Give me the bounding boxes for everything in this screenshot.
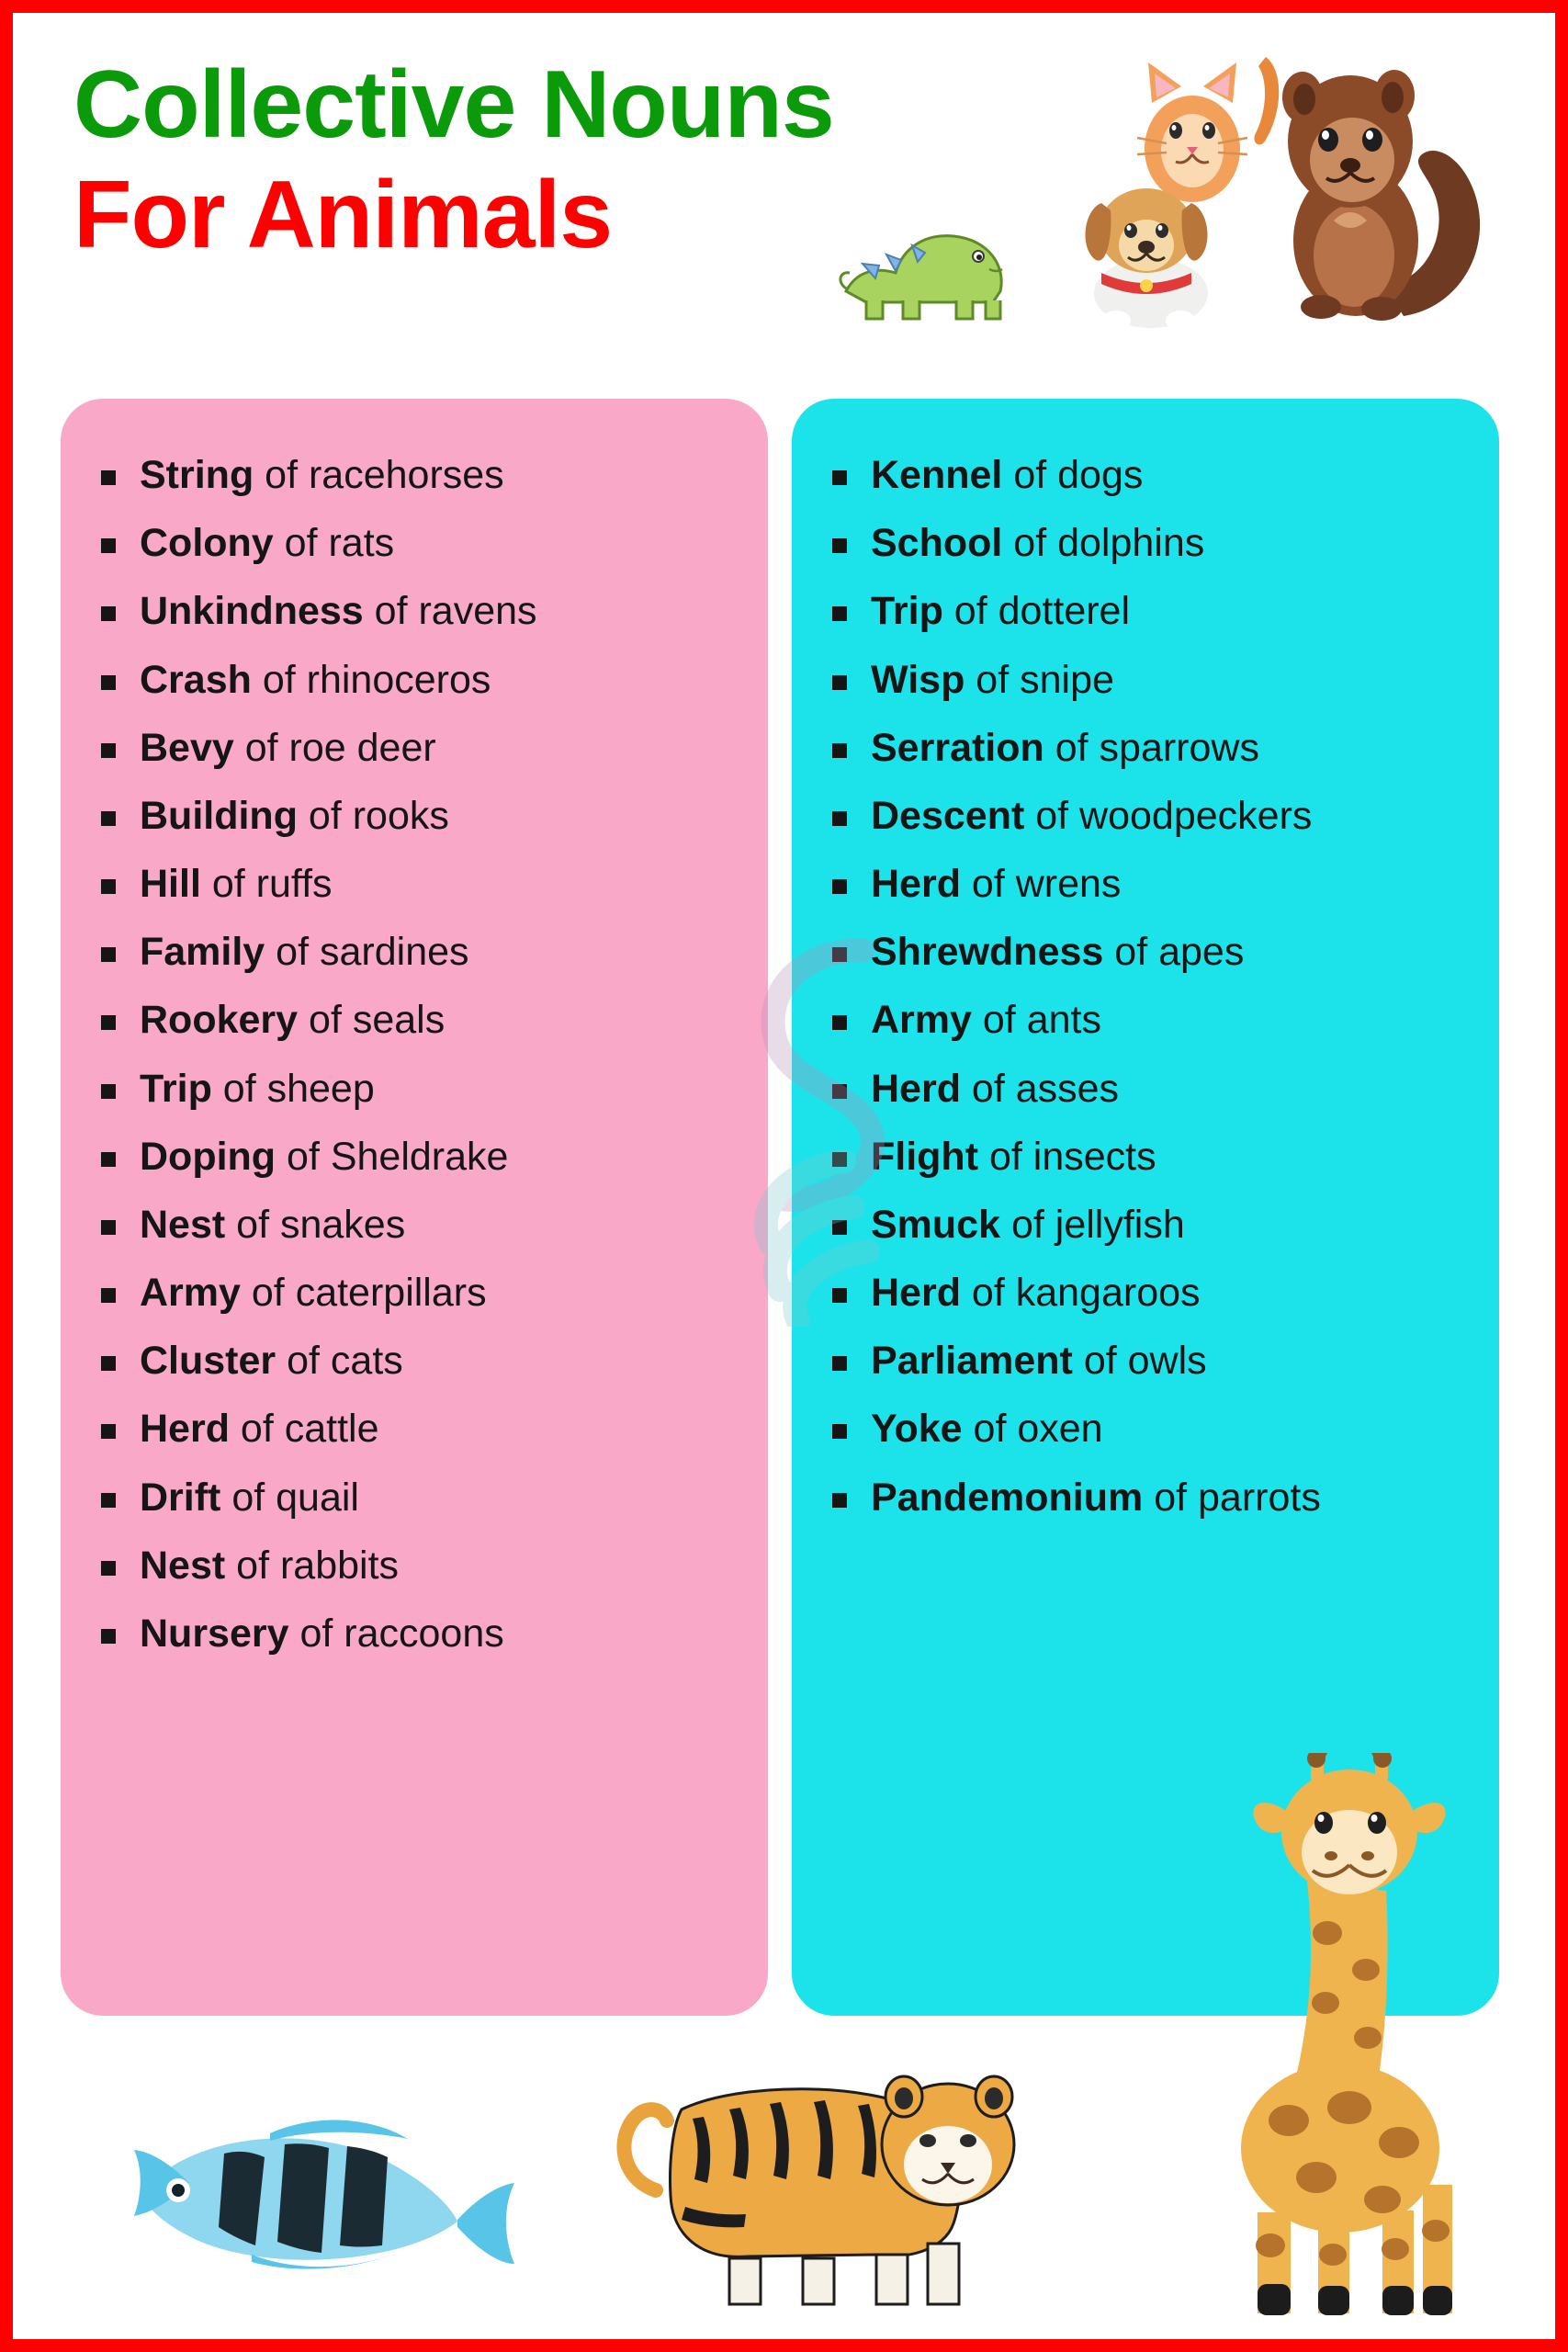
- list-item: [823, 859, 1468, 909]
- list-item: [92, 1132, 737, 1182]
- list-item: [92, 791, 737, 841]
- noun-term: Colony: [140, 521, 274, 566]
- noun-rest: of Sheldrake: [276, 1134, 509, 1179]
- noun-term: Herd: [871, 1271, 961, 1316]
- noun-term: Flight: [871, 1134, 979, 1179]
- noun-rest: of dolphins: [1002, 521, 1205, 566]
- noun-term: Herd: [871, 1066, 961, 1111]
- noun-term: Wisp: [871, 657, 965, 702]
- list-item: [92, 1200, 737, 1250]
- noun-rest: of rats: [273, 521, 395, 566]
- noun-rest: of dogs: [1002, 453, 1144, 497]
- noun-rest: of cats: [276, 1339, 403, 1384]
- noun-rest: of sardines: [265, 930, 469, 975]
- noun-term: Trip: [871, 589, 943, 634]
- noun-term: Yoke: [871, 1407, 963, 1452]
- noun-term: Herd: [140, 1407, 230, 1452]
- list-item: [823, 927, 1468, 977]
- noun-term: Herd: [871, 862, 961, 907]
- list-item: [823, 723, 1468, 773]
- page-title-line-1: Collective Nouns: [73, 51, 834, 158]
- list-item: [92, 723, 737, 773]
- noun-term: Descent: [871, 793, 1025, 838]
- list-item: [823, 1064, 1468, 1114]
- list-item: [823, 1336, 1468, 1385]
- noun-rest: of ravens: [363, 589, 537, 634]
- noun-term: Doping: [140, 1134, 276, 1179]
- noun-rest: of jellyfish: [1000, 1202, 1185, 1247]
- noun-rest: of snipe: [964, 657, 1114, 702]
- list-item: [92, 1268, 737, 1317]
- tiger-illustration: [601, 1997, 1032, 2319]
- noun-term: Building: [140, 793, 298, 838]
- noun-rest: of sheep: [211, 1066, 375, 1111]
- list-item: [92, 1336, 737, 1385]
- noun-rest: of caterpillars: [240, 1271, 487, 1316]
- poster-header: [13, 13, 1555, 399]
- list-item: [92, 1473, 737, 1522]
- list-item: [823, 995, 1468, 1045]
- noun-rest: of rooks: [297, 793, 449, 838]
- dinosaur-illustration: [839, 183, 1055, 325]
- noun-rest: of snakes: [225, 1202, 406, 1247]
- noun-rest: of raccoons: [288, 1611, 504, 1656]
- list-item: [92, 927, 737, 977]
- noun-term: Nursery: [140, 1611, 289, 1656]
- noun-rest: of oxen: [962, 1407, 1103, 1452]
- list-item: [92, 586, 737, 636]
- noun-term: Parliament: [871, 1339, 1073, 1384]
- list-item: [823, 791, 1468, 841]
- noun-term: Rookery: [140, 998, 299, 1043]
- noun-rest: of roe deer: [233, 725, 436, 770]
- list-item: [823, 1132, 1468, 1182]
- noun-term: Army: [140, 1271, 241, 1316]
- noun-term: Nest: [140, 1202, 226, 1247]
- list-item: [92, 859, 737, 909]
- list-item: [823, 1473, 1468, 1522]
- noun-rest: of seals: [298, 998, 446, 1043]
- noun-term: Cluster: [140, 1339, 276, 1384]
- noun-rest: of racehorses: [254, 453, 504, 497]
- noun-term: Nest: [140, 1543, 226, 1588]
- list-item: [823, 586, 1468, 636]
- fish-illustration: [86, 2075, 518, 2313]
- noun-term: Pandemonium: [871, 1475, 1144, 1520]
- list-item: [823, 1200, 1468, 1250]
- noun-rest: of asses: [960, 1066, 1120, 1111]
- squirrel-illustration: [1266, 40, 1491, 334]
- noun-rest: of owls: [1072, 1339, 1207, 1384]
- noun-term: Kennel: [871, 453, 1003, 497]
- noun-term: Shrewdness: [871, 930, 1104, 975]
- noun-rest: of wrens: [960, 862, 1122, 907]
- list-item: [823, 1404, 1468, 1453]
- noun-rest: of parrots: [1143, 1475, 1321, 1520]
- noun-term: Crash: [140, 657, 252, 702]
- dog-illustration: [1059, 174, 1238, 334]
- list-item: [92, 1064, 737, 1114]
- list-item: [92, 655, 737, 705]
- list-item: [823, 518, 1468, 568]
- noun-rest: of insects: [978, 1134, 1156, 1179]
- noun-rest: of cattle: [229, 1407, 379, 1452]
- left-list-panel: [61, 399, 768, 2016]
- noun-term: Drift: [140, 1475, 221, 1520]
- noun-rest: of ruffs: [200, 862, 333, 907]
- noun-term: Hill: [140, 862, 201, 907]
- left-noun-list: [92, 450, 737, 1658]
- noun-rest: of dotterel: [942, 589, 1131, 634]
- list-item: [92, 995, 737, 1045]
- noun-term: Unkindness: [140, 589, 364, 634]
- page-title-line-2: For Animals: [73, 162, 613, 269]
- noun-rest: of rabbits: [225, 1543, 400, 1588]
- list-item: [823, 1268, 1468, 1317]
- noun-term: School: [871, 521, 1003, 566]
- noun-rest: of sparrows: [1043, 725, 1259, 770]
- noun-rest: of apes: [1103, 930, 1245, 975]
- noun-term: Army: [871, 998, 972, 1043]
- right-noun-list: [823, 450, 1468, 1522]
- noun-term: Bevy: [140, 725, 234, 770]
- list-item: [823, 655, 1468, 705]
- list-item: [92, 518, 737, 568]
- giraffe-illustration: [1169, 1753, 1500, 2323]
- list-item: [92, 1609, 737, 1658]
- noun-term: Smuck: [871, 1202, 1001, 1247]
- noun-term: Family: [140, 930, 265, 975]
- list-item: [92, 1541, 737, 1590]
- noun-rest: of quail: [220, 1475, 359, 1520]
- list-item: [92, 1404, 737, 1453]
- noun-term: Trip: [140, 1066, 212, 1111]
- noun-rest: of rhinoceros: [251, 657, 491, 702]
- noun-rest: of kangaroos: [960, 1271, 1201, 1316]
- list-item: [92, 450, 737, 500]
- noun-rest: of woodpeckers: [1024, 793, 1313, 838]
- noun-rest: of ants: [971, 998, 1101, 1043]
- noun-term: String: [140, 453, 254, 497]
- noun-term: Serration: [871, 725, 1044, 770]
- list-item: [823, 450, 1468, 500]
